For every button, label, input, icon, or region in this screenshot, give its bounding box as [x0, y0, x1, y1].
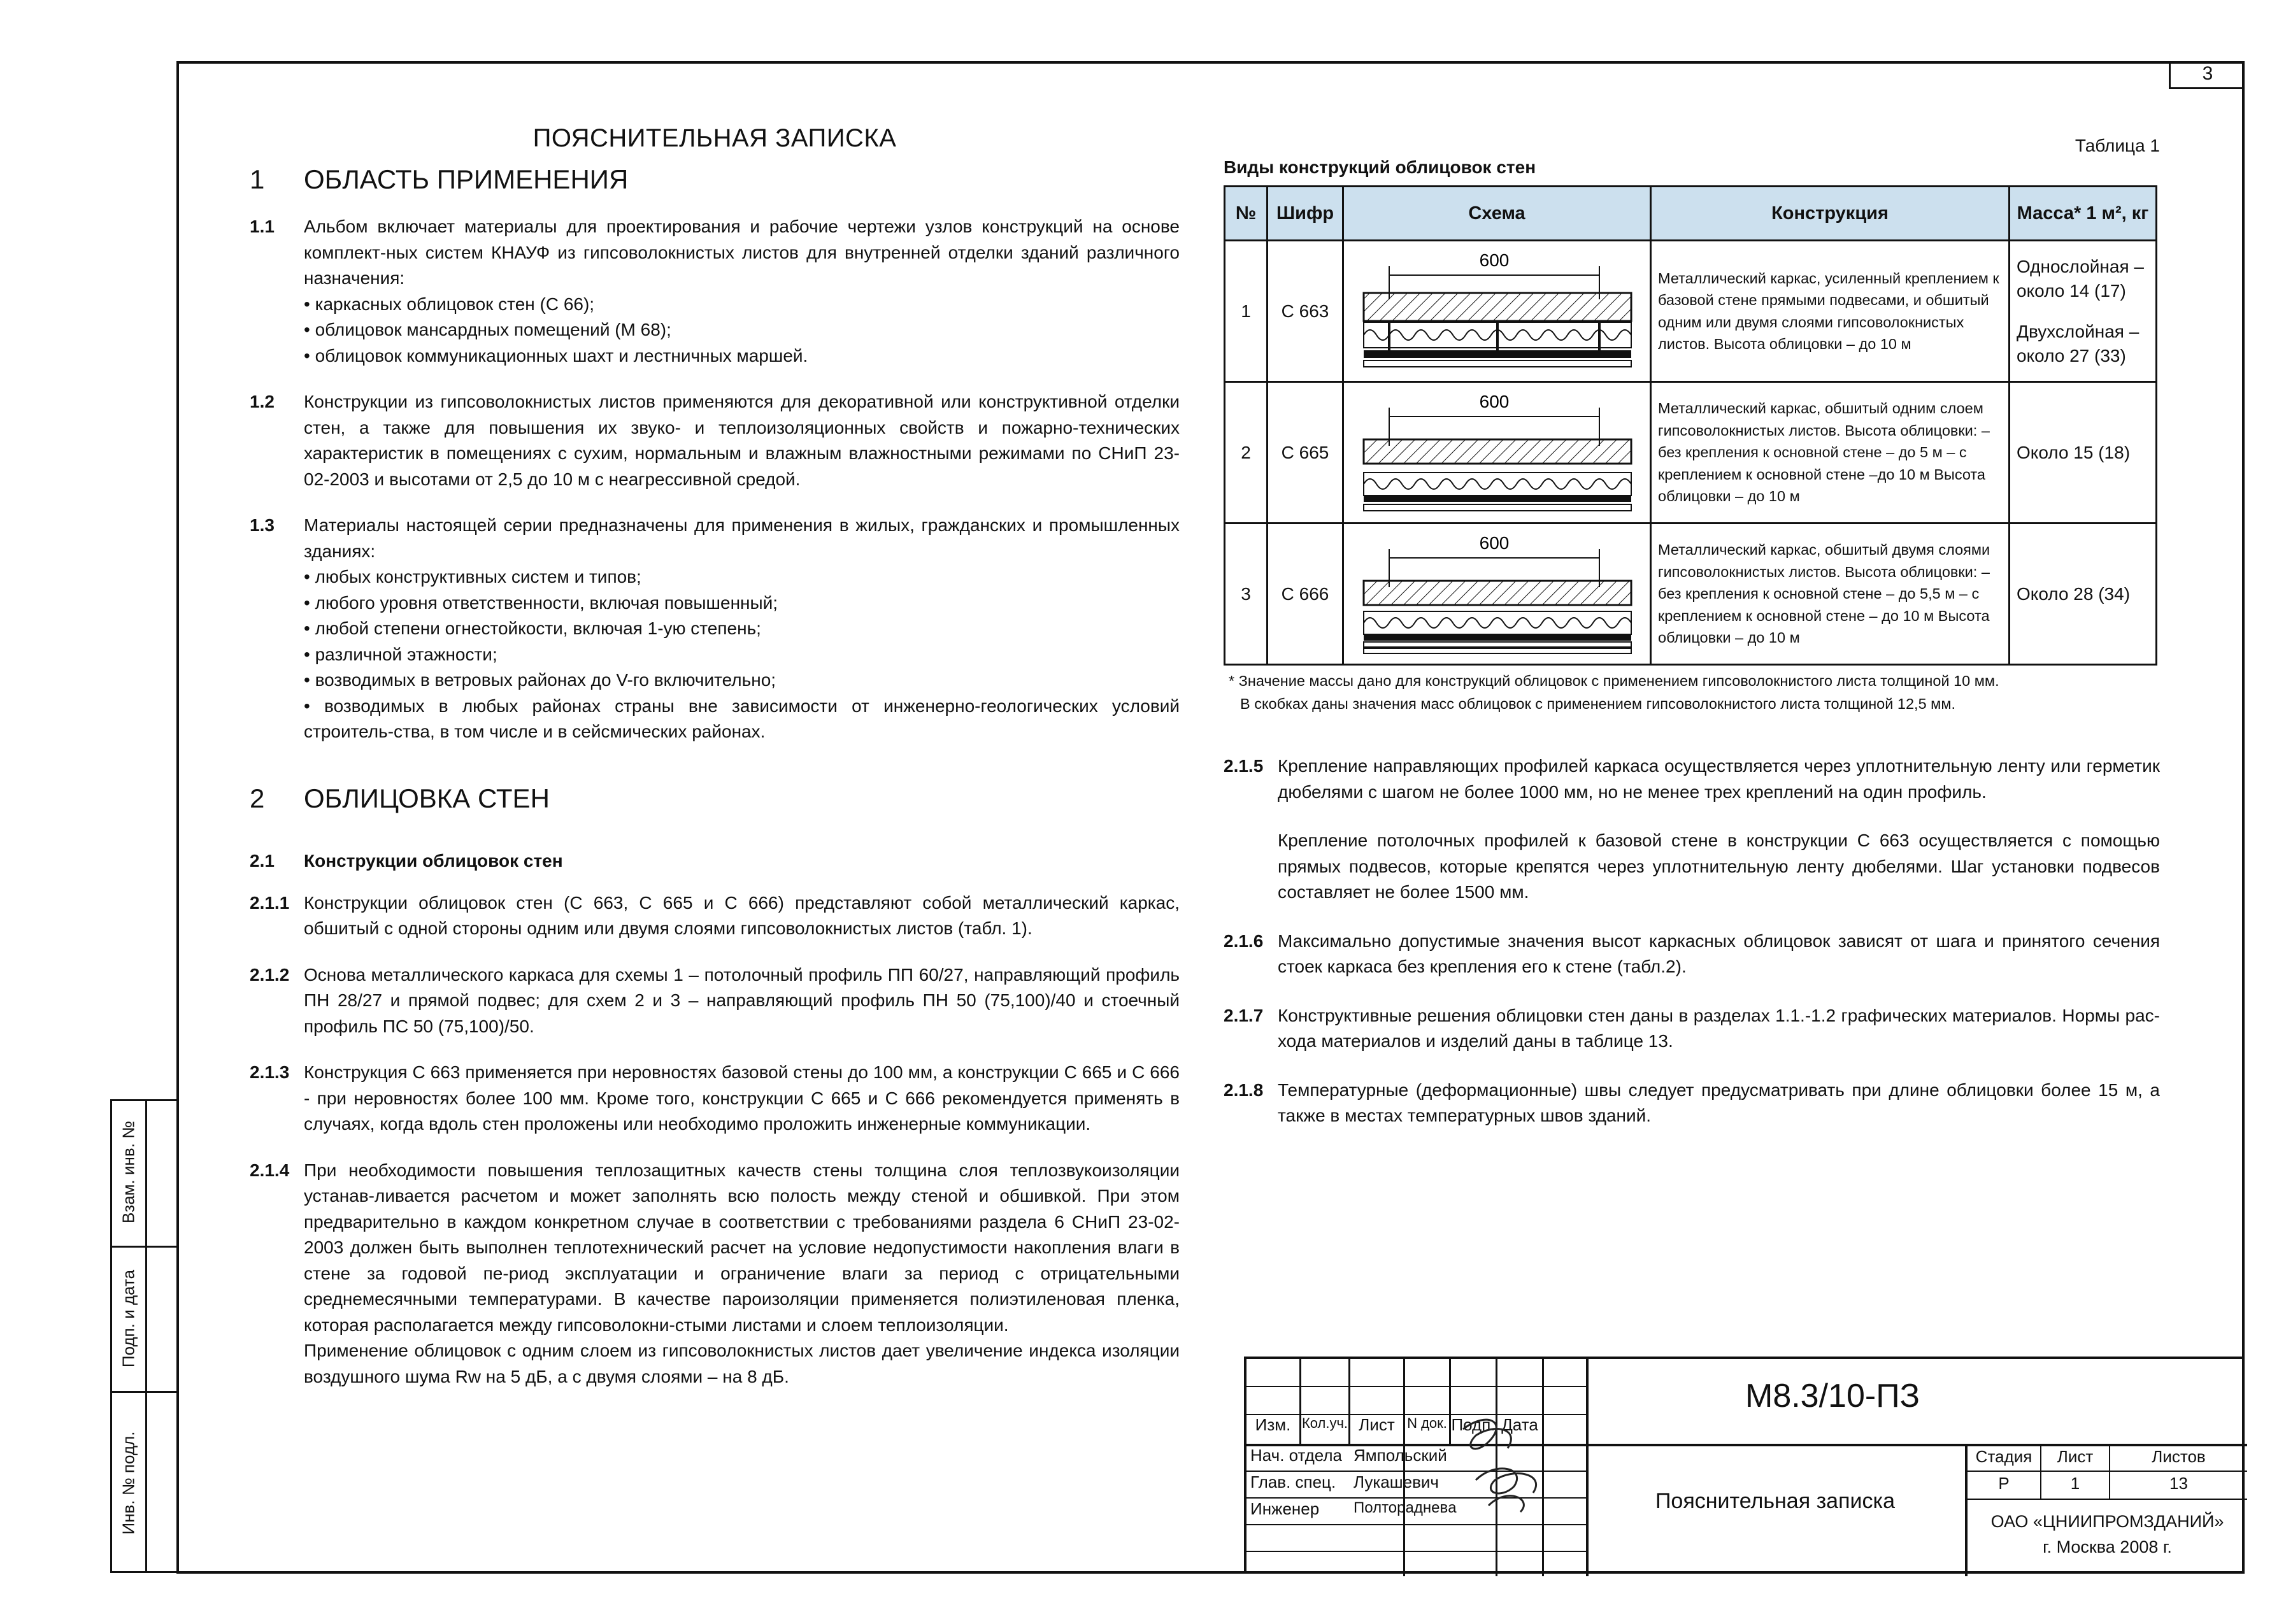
item-1-1: [250, 214, 1180, 369]
subsection-title: Конструкции облицовок стен: [304, 850, 563, 871]
col-header-code: Шифр: [1268, 187, 1343, 241]
signature-image: [1450, 1404, 1565, 1518]
col-podp: Подп.: [1451, 1415, 1496, 1434]
cell-no: 3: [1225, 524, 1268, 665]
dim-600: 600: [1479, 392, 1510, 411]
item-text: Основа металлического каркаса для схемы 1 – потолочный профиль ПП 60/27, направляющий профиль ПН 28/27 и прямой подвес; для схем 2 и 3 – направляющий профиль ПН 50 (75,100)/40 и стоечный профиль ПС 50 (75,100)/50.: [304, 964, 1180, 1036]
left-column: [250, 124, 1180, 1410]
item-text-2: Применение облицовок с одним слоем из гипсоволокнистых листов дает увеличение индекса изоляции воздушного шума Rw на 5 дБ, а с двумя слоями – на 8 дБ.: [304, 1341, 1180, 1386]
cell-mass: [2010, 241, 2157, 382]
item-number: 1.1: [250, 217, 275, 236]
sidebar-divider: [112, 1246, 177, 1248]
bullet: • возводимых в любых районах страны вне зависимости от инженерно-геологических условий строитель-ства, в том числе и в сейсмических районах.: [304, 695, 1180, 741]
item-2-1-2: [250, 962, 1180, 1040]
organization-city-year: г. Москва 2008 г.: [2043, 1537, 2172, 1556]
sheet-number: 3: [2169, 61, 2245, 89]
bullet: • любой степени огнестойкости, включая 1-ую степень;: [304, 618, 761, 638]
table-caption: Таблица 1: [2075, 136, 2160, 155]
right-column: [1224, 124, 2160, 1152]
bullet: • возводимых в ветровых районах до V-го включительно;: [304, 670, 776, 690]
item-number: 2.1.1: [250, 892, 290, 913]
cell-construction: Металлический каркас, обшитый одним слоем гипсоволокнистых листов. Высота облицовки: – без крепления к основной стене – до 5 м – с креплением к основной стене –до 10 м Высота облицовки – до 10 м: [1651, 382, 2010, 524]
role-chief: Глав. спец.: [1250, 1472, 1336, 1492]
scheme-c665-drawing: [1345, 383, 1649, 517]
bullet: • любых конструктивных систем и типов;: [304, 567, 641, 587]
item-2-1-3: [250, 1060, 1180, 1137]
role-head: Нач. отдела: [1250, 1446, 1342, 1465]
item-number: 2.1.8: [1224, 1079, 1264, 1100]
item-text: Материалы настоящей серии предназначены для применения в жилых, гражданских и промышленных зданиях:: [304, 515, 1180, 561]
dim-600: 600: [1479, 533, 1510, 553]
section-2-number: 2: [250, 783, 265, 813]
item-number: 2.1.4: [250, 1160, 290, 1180]
sheets-header: Листов: [2152, 1447, 2206, 1466]
item-1-3: [250, 513, 1180, 745]
cell-construction: Металлический каркас, усиленный креплением к базовой стене прямыми подвесами, и обшитый одним или двумя слоями гипсоволокнистых листов. Высота облицовки – до 10 м: [1651, 241, 2010, 382]
item-number: 2.1.6: [1224, 930, 1264, 951]
section-2-heading: [250, 783, 1180, 814]
cell-scheme: [1343, 524, 1651, 665]
sheet-value: 1: [2070, 1474, 2080, 1493]
item-1-2: [250, 389, 1180, 492]
item-2-1-6: [1224, 929, 2160, 980]
cell-mass: Около 28 (34): [2010, 524, 2157, 665]
item-text: Максимально допустимые значения высот каркасных облицовок зависят от шага и принятого сечения стоек каркаса без крепления его к стене (табл.2).: [1278, 930, 2160, 976]
bullet: • облицовок мансардных помещений (М 68);: [304, 320, 671, 339]
section-1-heading: [250, 164, 1180, 195]
item-text: Альбом включает материалы для проектирования и рабочие чертежи узлов конструкций на основе комплект-ных систем КНАУФ из гипсоволокнистых листов для внутренней отделки зданий различного назначения:: [304, 217, 1180, 288]
cell-no: 1: [1225, 241, 1268, 382]
item-text: Конструкция С 663 применяется при неровностях базовой стены до 100 мм, а конструкции С 665 и С 666 - при неровностях более 100 мм. Кроме того, конструкции С 665 и С 666 рекомендуется применять в случаях, когда вдоль стен проложены или необходимо проложить инженерные коммуникации.: [304, 1062, 1180, 1134]
cell-scheme: [1343, 241, 1651, 382]
item-number: 1.2: [250, 392, 275, 411]
sidebar-label-sign-date: Подп. и дата: [118, 1269, 138, 1368]
bullet: • любого уровня ответственности, включая повышенный;: [304, 592, 778, 613]
item-2-1-5: [1224, 753, 2160, 906]
col-header-scheme: Схема: [1343, 187, 1651, 241]
sidebar-stamp: [110, 1099, 179, 1573]
sidebar-divider: [112, 1391, 177, 1393]
stage-header: Стадия: [1975, 1447, 2032, 1466]
scheme-c663-drawing: [1345, 242, 1649, 376]
col-izm: Изм.: [1255, 1415, 1291, 1434]
item-2-1-1: [250, 890, 1180, 942]
dim-600: 600: [1479, 250, 1510, 270]
col-list: Лист: [1359, 1415, 1395, 1434]
title-block: [1244, 1357, 2245, 1574]
subsection-2-1-heading: [250, 851, 1180, 871]
bullet: • каркасных облицовок стен (С 66);: [304, 294, 595, 314]
cell-mass: Около 15 (18): [2010, 382, 2157, 524]
cell-code: С 666: [1268, 524, 1343, 665]
sidebar-label-orig-inv: Инв. № подл.: [118, 1431, 138, 1535]
col-header-mass: Масса* 1 м², кг: [2010, 187, 2157, 241]
item-2-1-8: [1224, 1078, 2160, 1129]
item-text-2: Крепление потолочных профилей к базовой стене в конструкции С 663 осуществляется с помощью прямых подвесов, которые крепятся через уплотнительную ленту дюбелями. Шаг установки подвесов составляет не более 1500 мм.: [1278, 830, 2160, 902]
item-number: 2.1.3: [250, 1062, 290, 1082]
item-number: 2.1.2: [250, 964, 290, 985]
col-header-construction: Конструкция: [1651, 187, 2010, 241]
bullet: • различной этажности;: [304, 644, 497, 664]
item-number: 2.1.7: [1224, 1005, 1264, 1025]
item-2-1-4: [250, 1158, 1180, 1390]
section-2-title: ОБЛИЦОВКА СТЕН: [304, 783, 550, 813]
name-head: Ямпольский: [1354, 1446, 1447, 1465]
mass-double: Двухслойная – около 27 (33): [2017, 321, 2139, 366]
item-2-1-7: [1224, 1003, 2160, 1055]
cell-scheme: [1343, 382, 1651, 524]
stage-value: Р: [1998, 1474, 2010, 1493]
subsection-number: 2.1: [250, 850, 275, 871]
cell-code: С 665: [1268, 382, 1343, 524]
construction-table: [1224, 185, 2157, 666]
section-1-title: ОБЛАСТЬ ПРИМЕНЕНИЯ: [304, 164, 629, 194]
sidebar-label-replace-inv: Взам. инв. №: [118, 1120, 138, 1224]
item-text: При необходимости повышения теплозащитных качеств стены толщина слоя теплозвукоизоляции устанав-ливается расчетом и может заполнять всю полость между стеной и обшивкой. При этом предварительно в каждом конкретном случае в соответствии с требованиями раздела 6 СНиП 23-02-2003 должен быть выполнен теплотехнический расчет на условие недопустимости накопления влаги в стене за годовой пе-риод эксплуатации и ограничение влаги за период с отрицательными среднемесячными температурами. В качестве пароизоляции применяется полиэтиленовая пленка, которая располагается между гипсоволокни-стыми листами и слоем теплоизоляции.: [304, 1160, 1180, 1335]
cell-no: 2: [1225, 382, 1268, 524]
sheets-value: 13: [2169, 1474, 2188, 1493]
col-n-dok: N док.: [1407, 1415, 1447, 1431]
scheme-c666-drawing: [1345, 525, 1649, 659]
role-engineer: Инженер: [1250, 1499, 1320, 1518]
table-note: [1229, 669, 2160, 715]
name-chief: Лукашевич: [1354, 1472, 1439, 1492]
sheet-header: Лист: [2057, 1447, 2094, 1466]
item-number: 1.3: [250, 515, 275, 535]
col-data: Дата: [1501, 1415, 1538, 1434]
mass-single: Однослойная – около 14 (17): [2017, 256, 2144, 301]
section-1-number: 1: [250, 164, 265, 194]
document-code: М8.3/10-ПЗ: [1745, 1378, 1920, 1414]
item-text: Конструкции из гипсоволокнистых листов применяются для декоративной или конструктивной отделки стен, а также для повышения их звуко- и теплоизоляционных свойств и пожарно-технических характеристик в помещениях с сухим, нормальным и влажным влажностными режимами по СНиП 23-02-2003 и высотами от 2,5 до 10 м с неагрессивной средой.: [304, 392, 1180, 489]
table-header-row: [1225, 187, 2157, 241]
page-title: ПОЯСНИТЕЛЬНАЯ ЗАПИСКА: [532, 124, 897, 152]
table-row: [1225, 382, 2157, 524]
item-text: Конструкции облицовок стен (С 663, С 665 и С 666) представляют собой металлический каркас, обшитый с одной стороны одним или двумя слоями гипсоволокнистых листов (табл. 1).: [304, 892, 1180, 938]
item-text: Крепление направляющих профилей каркаса осуществляется через уплотнительную ленту или герметик дюбелями с шагом не более 1000 мм, но не менее трех креплений на один профиль.: [1278, 756, 2160, 802]
item-text: Температурные (деформационные) швы следует предусматривать при длине облицовки более 15 м, а также в местах температурных швов зданий.: [1278, 1079, 2160, 1125]
table-note-1: * Значение массы дано для конструкций облицовок с применением гипсоволокнистого листа толщиной 10 мм.: [1229, 673, 1999, 689]
name-engineer: Полторадневa: [1354, 1499, 1457, 1516]
cell-construction: Металлический каркас, обшитый двумя слоями гипсоволокнистых листов. Высота облицовки: – без крепления к основной стене – до 5,5 м – с креплением к основной стене – до 10 м Высота облицовки – до 10 м: [1651, 524, 2010, 665]
organization-name: ОАО «ЦНИИПРОМЗДАНИЙ»: [1990, 1512, 2224, 1531]
table-row: [1225, 241, 2157, 382]
item-text: Конструктивные решения облицовки стен даны в разделах 1.1.-1.2 графических материалов. Нормы рас-хода материалов и изделий даны в таблице 13.: [1278, 1005, 2160, 1051]
cell-code: С 663: [1268, 241, 1343, 382]
table-title: Виды конструкций облицовок стен: [1224, 157, 1536, 177]
table-note-2: В скобках даны значения масс облицовок с применением гипсоволокнистого листа толщиной 12,5 мм.: [1240, 695, 1956, 712]
item-number: 2.1.5: [1224, 756, 1264, 776]
col-kol-uch: Кол.уч.: [1301, 1415, 1348, 1431]
bullet: • облицовок коммуникационных шахт и лестничных маршей.: [304, 345, 808, 366]
col-header-no: №: [1225, 187, 1268, 241]
document-title: Пояснительная записка: [1655, 1489, 1896, 1513]
table-row: [1225, 524, 2157, 665]
